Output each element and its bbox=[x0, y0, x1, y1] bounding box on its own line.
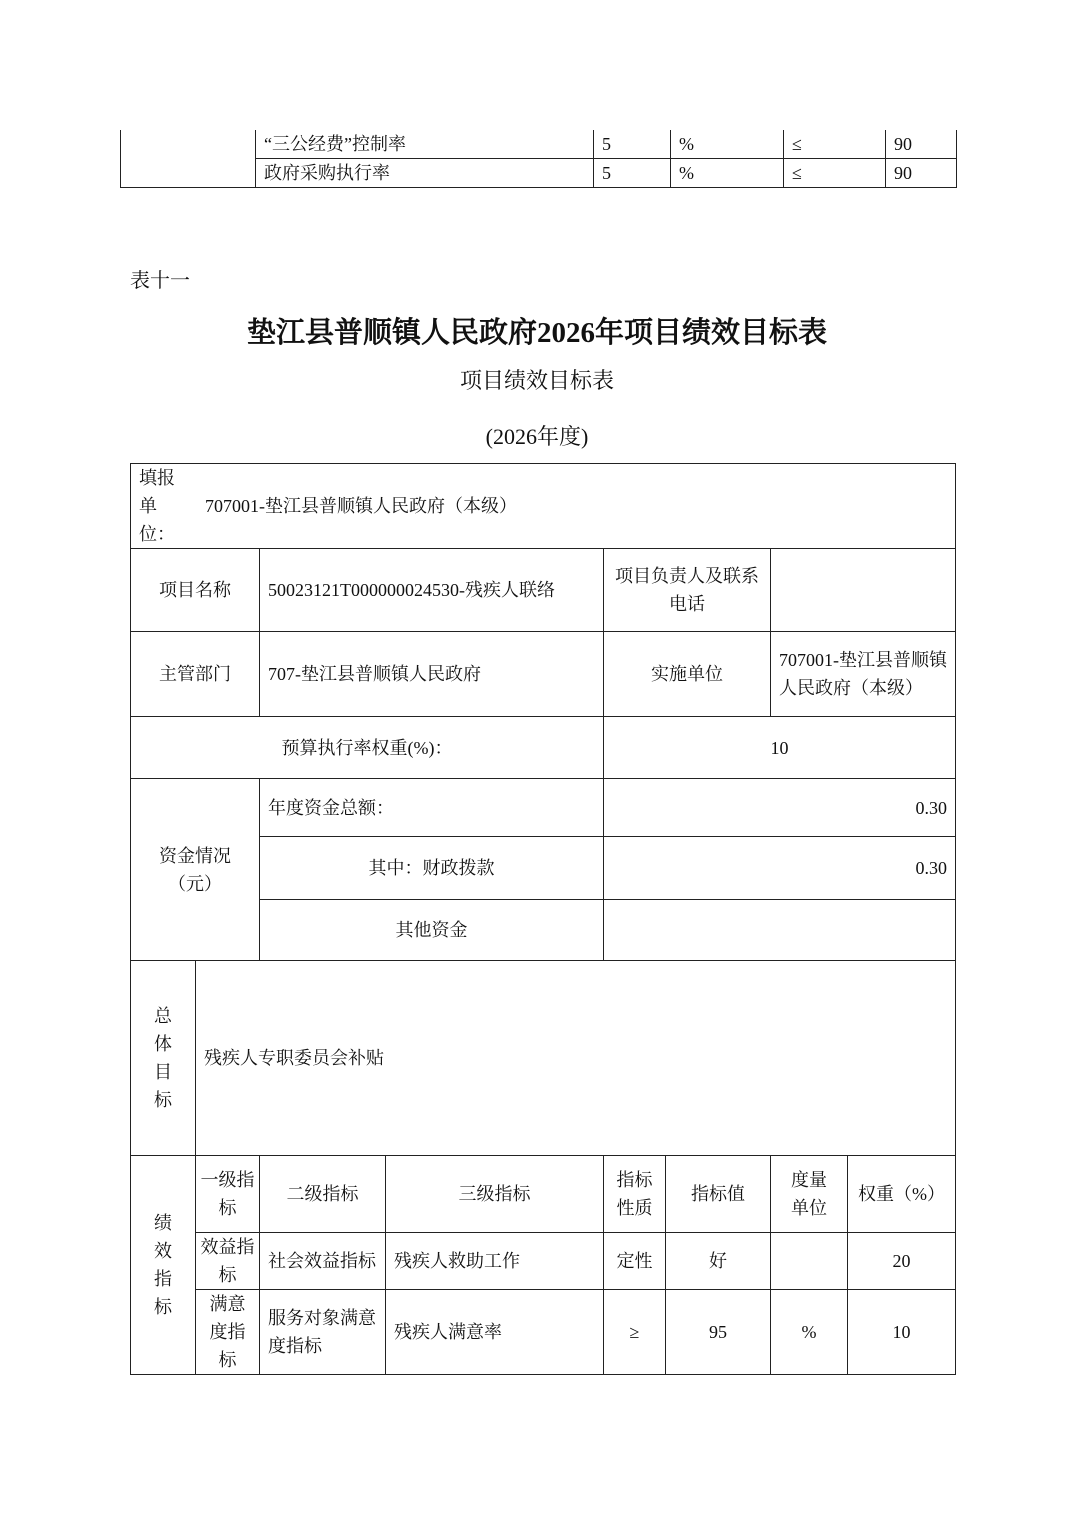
label: 其他资金 bbox=[260, 900, 604, 961]
cell: 定性 bbox=[604, 1233, 666, 1290]
table-row bbox=[121, 130, 957, 159]
cell: 好 bbox=[666, 1233, 771, 1290]
previous-table bbox=[120, 130, 957, 188]
cell: 残疾人救助工作 bbox=[386, 1233, 604, 1290]
subtitle: 项目绩效目标表 bbox=[459, 368, 614, 393]
label: 预算执行率权重(%)： bbox=[131, 717, 604, 779]
label: 绩效指标 bbox=[154, 1213, 172, 1317]
cell: 90 bbox=[886, 159, 957, 188]
cell: 5 bbox=[594, 159, 671, 188]
label: 总体目标 bbox=[154, 1006, 172, 1110]
header: 指标性质 bbox=[604, 1156, 666, 1233]
merged-cell bbox=[121, 130, 256, 188]
cell: 5 bbox=[594, 130, 671, 159]
table-label: 表十一 bbox=[130, 270, 190, 292]
cell: ≤ bbox=[784, 159, 886, 188]
label: 其中：财政拨款 bbox=[260, 837, 604, 900]
year-label: (2026年度) bbox=[485, 424, 589, 449]
header: 权重（%） bbox=[848, 1156, 956, 1233]
value: 50023121T000000024530-残疾人联络 bbox=[260, 549, 604, 632]
table-row bbox=[131, 1233, 956, 1290]
cell: 残疾人满意率 bbox=[386, 1290, 604, 1375]
table-row bbox=[131, 717, 956, 779]
performance-table bbox=[130, 463, 956, 1375]
reporting-unit bbox=[131, 464, 956, 549]
header: 二级指标 bbox=[260, 1156, 386, 1233]
header: 一级指标 bbox=[196, 1156, 260, 1233]
label: 实施单位 bbox=[604, 632, 771, 717]
value bbox=[771, 549, 956, 632]
cell bbox=[771, 1233, 848, 1290]
value: 0.30 bbox=[604, 779, 956, 837]
table-row bbox=[131, 961, 956, 1156]
label: 项目名称 bbox=[131, 549, 260, 632]
unit-value: 707001-垫江县普顺镇人民政府（本级） bbox=[205, 496, 517, 516]
value: 707001-垫江县普顺镇人民政府（本级） bbox=[771, 632, 956, 717]
cell: “三公经费”控制率 bbox=[256, 130, 594, 159]
value bbox=[604, 900, 956, 961]
value: 0.30 bbox=[604, 837, 956, 900]
cell: 满意度指标 bbox=[196, 1290, 260, 1375]
table-row bbox=[131, 632, 956, 717]
header: 指标值 bbox=[666, 1156, 771, 1233]
value: 707-垫江县普顺镇人民政府 bbox=[260, 632, 604, 717]
cell: ≤ bbox=[784, 130, 886, 159]
cell: 10 bbox=[848, 1290, 956, 1375]
page-title: 垫江县普顺镇人民政府2026年项目绩效目标表 bbox=[246, 317, 827, 349]
table-row bbox=[131, 1290, 956, 1375]
cell: 社会效益指标 bbox=[260, 1233, 386, 1290]
unit-label: 填报单位： bbox=[139, 468, 175, 544]
table-row bbox=[131, 464, 956, 549]
cell: % bbox=[671, 130, 784, 159]
cell: 效益指标 bbox=[196, 1233, 260, 1290]
label: 资金情况（元） bbox=[131, 779, 260, 961]
label: 项目负责人及联系电话 bbox=[604, 549, 771, 632]
cell: 政府采购执行率 bbox=[256, 159, 594, 188]
table-row bbox=[131, 779, 956, 837]
cell: 90 bbox=[886, 130, 957, 159]
cell: 95 bbox=[666, 1290, 771, 1375]
cell: % bbox=[671, 159, 784, 188]
header: 度量单位 bbox=[771, 1156, 848, 1233]
value: 10 bbox=[604, 717, 956, 779]
cell: 20 bbox=[848, 1233, 956, 1290]
header: 三级指标 bbox=[386, 1156, 604, 1233]
cell: % bbox=[771, 1290, 848, 1375]
table-row bbox=[131, 549, 956, 632]
label: 年度资金总额： bbox=[260, 779, 604, 837]
table-row bbox=[131, 1156, 956, 1233]
cell: 服务对象满意度指标 bbox=[260, 1290, 386, 1375]
cell: ≥ bbox=[604, 1290, 666, 1375]
value: 残疾人专职委员会补贴 bbox=[196, 961, 956, 1156]
label: 主管部门 bbox=[131, 632, 260, 717]
